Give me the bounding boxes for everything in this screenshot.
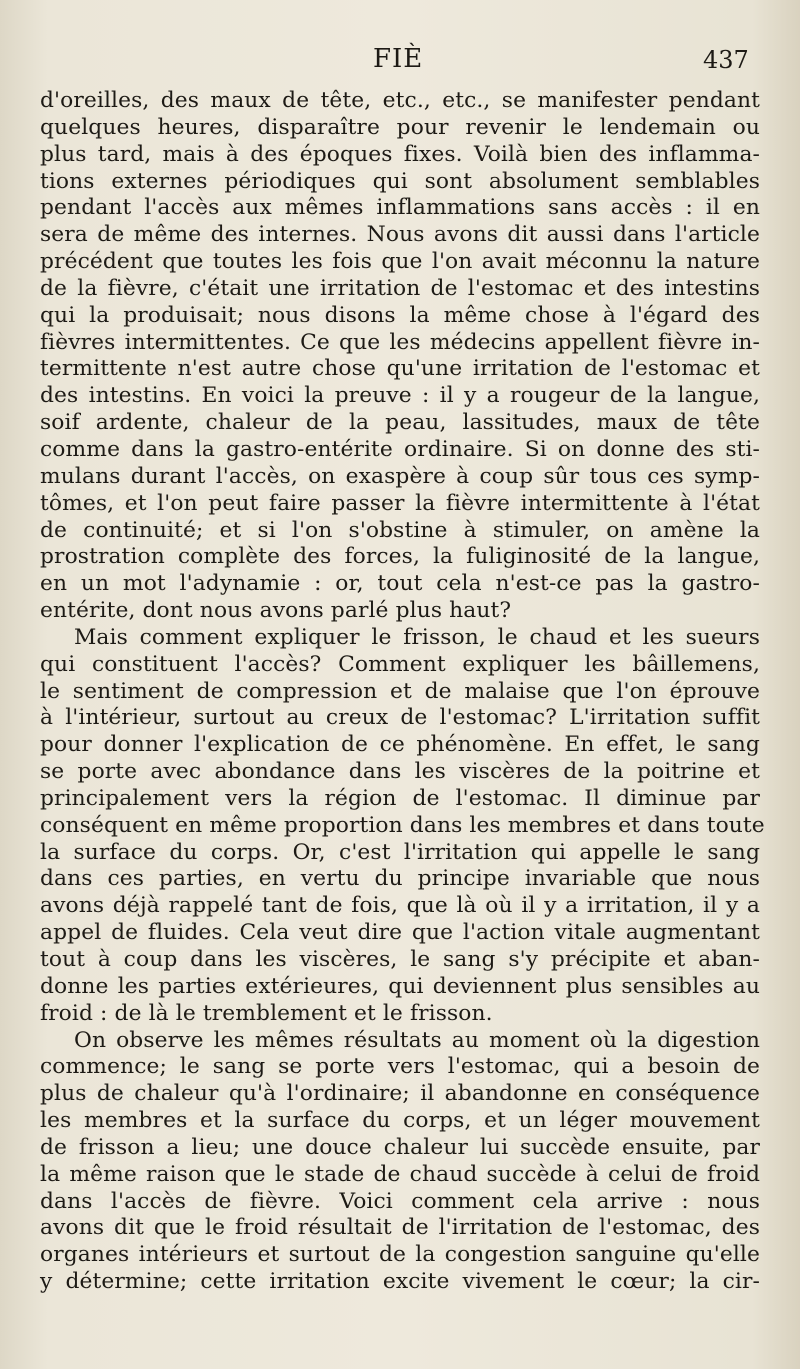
text-line: d'oreilles, des maux de tête, etc., etc., se manifester pendant [40, 88, 760, 113]
text-line: mulans durant l'accès, on exaspère à coup sûr tous ces symp- [40, 463, 760, 489]
text-line: prostration complète des forces, la fuliginosité de la langue, [40, 544, 760, 570]
text-line: la même raison que le stade de chaud succède à celui de froid [40, 1161, 760, 1187]
text-line: comme dans la gastro-entérite ordinaire. Si on donne des sti- [40, 436, 760, 462]
text-line: avons dit que le froid résultait de l'irritation de l'estomac, des [40, 1215, 760, 1241]
text-line: tions externes périodiques qui sont absolument semblables [40, 168, 760, 194]
text-line: fièvres intermittentes. Ce que les médecins appellent fièvre in- [40, 329, 760, 355]
text-line: pendant l'accès aux mêmes inflammations sans accès : il en [40, 195, 760, 221]
text-line: appel de fluides. Cela veut dire que l'action vitale augmentant [40, 920, 760, 946]
text-line: à l'intérieur, surtout au creux de l'estomac? L'irritation suffit [40, 705, 760, 731]
text-line: le sentiment de compression et de malaise que l'on éprouve [40, 678, 760, 704]
text-line: donne les parties extérieures, qui deviennent plus sensibles au [40, 973, 760, 999]
text-line: dans ces parties, en vertu du principe invariable que nous [40, 866, 760, 892]
text-line: plus tard, mais à des époques fixes. Voilà bien des inflamma- [40, 141, 760, 167]
text-line: quelques heures, disparaître pour revenir le lendemain ou [40, 114, 760, 140]
text-line: entérite, dont nous avons parlé plus haut? [40, 598, 512, 624]
text-line: dans l'accès de fièvre. Voici comment cela arrive : nous [40, 1188, 760, 1214]
text-line: tout à coup dans les viscères, le sang s'y précipite et aban- [40, 947, 760, 972]
text-line: de la fièvre, c'était une irritation de l'estomac et des intestins [40, 275, 760, 301]
text-line: On observe les mêmes résultats au moment où la digestion [74, 1027, 760, 1053]
text-line: soif ardente, chaleur de la peau, lassitudes, maux de tête [40, 410, 760, 436]
text-line: Mais comment expliquer le frisson, le chaud et les sueurs [74, 624, 760, 650]
text-line: tômes, et l'on peut faire passer la fièvre intermittente à l'état [40, 490, 760, 516]
page-header [0, 40, 800, 80]
text-line: y détermine; cette irritation excite vivement le cœur; la cir- [40, 1269, 760, 1295]
text-line: froid : de là le tremblement et le frisson. [40, 1000, 493, 1026]
text-line: qui constituent l'accès? Comment expliquer les bâillemens, [40, 651, 760, 677]
running-title: FIÈ [373, 44, 424, 74]
text-line: conséquent en même proportion dans les membres et dans toute [40, 812, 765, 838]
text-line: principalement vers la région de l'estomac. Il diminue par [40, 785, 760, 811]
text-line: commence; le sang se porte vers l'estomac, qui a besoin de [40, 1054, 760, 1080]
text-line: de frisson a lieu; une douce chaleur lui succède ensuite, par [40, 1134, 760, 1160]
text-line: de continuité; et si l'on s'obstine à stimuler, on amène la [40, 517, 760, 543]
text-line: avons déjà rappelé tant de fois, que là où il y a irritation, il y a [40, 893, 760, 919]
text-line: plus de chaleur qu'à l'ordinaire; il abandonne en conséquence [40, 1081, 760, 1107]
body-text [40, 88, 765, 1296]
text-line: pour donner l'explication de ce phénomène. En effet, le sang [40, 732, 760, 758]
text-line: se porte avec abondance dans les viscères de la poitrine et [40, 759, 760, 785]
page-number: 437 [703, 46, 749, 74]
text-line: la surface du corps. Or, c'est l'irritation qui appelle le sang [40, 839, 760, 865]
text-line: précédent que toutes les fois que l'on avait méconnu la nature [40, 249, 760, 275]
text-line: organes intérieurs et surtout de la congestion sanguine qu'elle [40, 1242, 760, 1268]
text-line: sera de même des internes. Nous avons dit aussi dans l'article [40, 222, 760, 248]
text-line: termittente n'est autre chose qu'une irritation de l'estomac et [40, 356, 760, 382]
text-line: des intestins. En voici la preuve : il y a rougeur de la langue, [40, 383, 760, 409]
text-line: qui la produisait; nous disons la même chose à l'égard des [40, 302, 760, 328]
text-line: les membres et la surface du corps, et un léger mouvement [40, 1108, 760, 1134]
text-line: en un mot l'adynamie : or, tout cela n'est-ce pas la gastro- [40, 571, 760, 597]
